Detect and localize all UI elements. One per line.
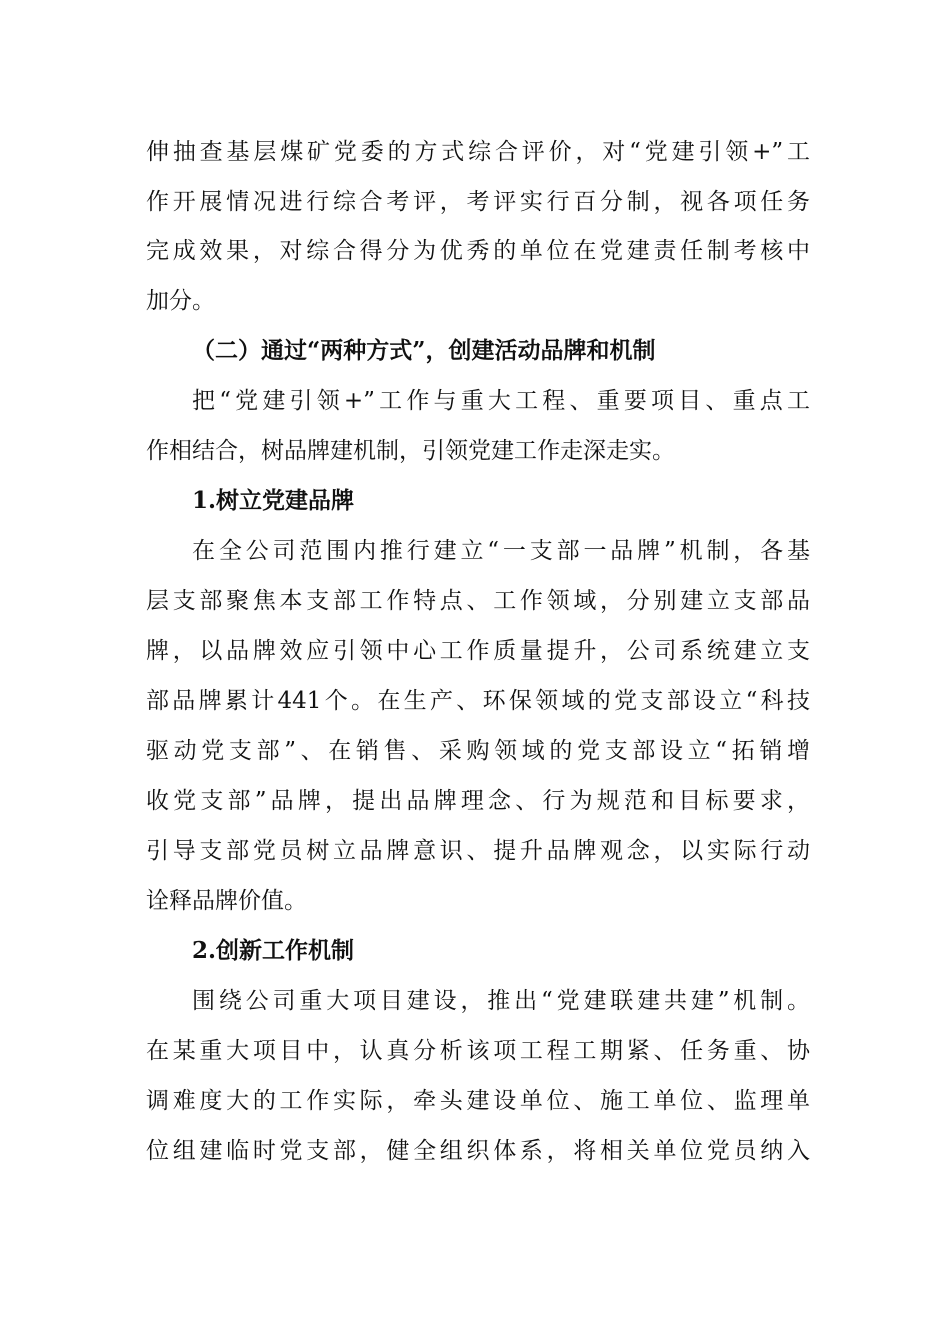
paragraph-line: 伸抽查基层煤矿党委的方式综合评价，对“党建引领+”工 — [146, 139, 810, 165]
paragraph-line: 驱动党支部”、在销售、采购领域的党支部设立“拓销增 — [146, 738, 810, 764]
paragraph-line: 位组建临时党支部，健全组织体系，将相关单位党员纳入 — [146, 1138, 810, 1164]
paragraph-line: 层支部聚焦本支部工作特点、工作领域，分别建立支部品 — [146, 588, 810, 614]
subsection-heading: 1.树立党建品牌 — [192, 487, 355, 514]
paragraph-line: 在全公司范围内推行建立“一支部一品牌”机制，各基 — [192, 538, 810, 564]
section-heading: （二）通过“两种方式”，创建活动品牌和机制 — [192, 337, 656, 364]
paragraph-line: 加分。 — [146, 288, 215, 314]
paragraph-line: 诠释品牌价值。 — [146, 888, 307, 914]
paragraph-line: 调难度大的工作实际，牵头建设单位、施工单位、监理单 — [146, 1088, 810, 1114]
paragraph-line: 部品牌累计441个。在生产、环保领域的党支部设立“科技 — [146, 688, 810, 714]
subsection-heading: 2.创新工作机制 — [192, 937, 355, 964]
paragraph-line: 引导支部党员树立品牌意识、提升品牌观念，以实际行动 — [146, 838, 810, 864]
paragraph-line: 作相结合，树品牌建机制，引领党建工作走深走实。 — [146, 438, 675, 464]
paragraph-line: 完成效果，对综合得分为优秀的单位在党建责任制考核中 — [146, 238, 810, 264]
paragraph-line: 收党支部”品牌，提出品牌理念、行为规范和目标要求， — [146, 788, 810, 814]
paragraph-line: 在某重大项目中，认真分析该项工程工期紧、任务重、协 — [146, 1038, 810, 1064]
paragraph-line: 牌，以品牌效应引领中心工作质量提升，公司系统建立支 — [146, 638, 810, 664]
paragraph-line: 围绕公司重大项目建设，推出“党建联建共建”机制。 — [192, 988, 810, 1014]
paragraph-line: 把“党建引领+”工作与重大工程、重要项目、重点工 — [192, 388, 810, 414]
paragraph-line: 作开展情况进行综合考评，考评实行百分制，视各项任务 — [146, 189, 810, 215]
